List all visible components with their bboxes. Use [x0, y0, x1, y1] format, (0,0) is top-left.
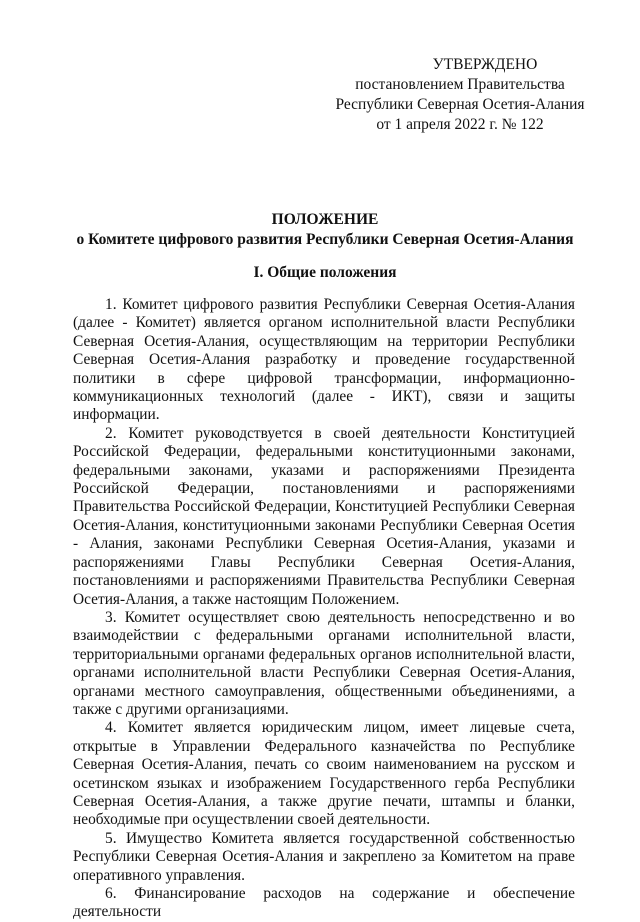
approval-label: УТВЕРЖДЕНО — [432, 56, 538, 73]
approval-line-date: от 1 апреля 2022 г. № 122 — [376, 116, 544, 133]
paragraph: 2. Комитет руководствуется в своей деятельности Конституцией Российской Федерации, федеральными конституционными законами, федеральными законами, указами и распоряжениями Президента Российской Федерации, постановлениями и распоряжениями Правительства Российской Федерации, Конституцией Республики Северная Осетия-Алания, конституционными законами Республики Северная Осетия - Алания, законами Республики Северная Осетия-Алания, указами и распоряжениями Главы Республики Северная Осетия-Алания, постановлениями и распоряжениями Правительства Республики Северная Осетия-Алания, а также настоящим Положением. — [73, 424, 575, 608]
paragraph: 5. Имущество Комитета является государственной собственностью Республики Северная Осетия-Алания и закреплено за Комитетом на праве оперативного управления. — [73, 829, 575, 884]
approval-line-republic: Республики Северная Осетия-Алания — [335, 96, 585, 113]
document-title — [72, 210, 578, 250]
paragraph: 4. Комитет является юридическим лицом, имеет лицевые счета, открытые в Управлении Федерального казначейства по Республике Северная Осетия-Алания, печать со своим наименованием на русском и осетинском языках и изображением Государственного герба Республики Северная Осетия-Алания, а также другие печати, штампы и бланки, необходимые при осуществлении своей деятельности. — [73, 719, 575, 829]
section-title: I. Общие положения — [253, 264, 397, 281]
document-body — [73, 296, 575, 922]
title-subheading: о Комитете цифрового развития Республики Северная Осетия-Алания — [76, 231, 574, 248]
approval-stamp — [300, 55, 620, 135]
approval-line-resolution: постановлением Правительства — [355, 76, 565, 93]
paragraph: 6. Финансирование расходов на содержание и обеспечение деятельности — [73, 885, 575, 921]
paragraph: 3. Комитет осуществляет свою деятельность непосредственно и во взаимодействии с федеральными органами исполнительной власти, территориальными органами федеральных органов исполнительной власти, органами исполнительной власти Республики Северная Осетия-Алания, органами местного самоуправления, общественными объединениями, а также с другими организациями. — [73, 608, 575, 718]
title-heading: ПОЛОЖЕНИЕ — [271, 211, 379, 228]
paragraph: 1. Комитет цифрового развития Республики Северная Осетия-Алания (далее - Комитет) является органом исполнительной власти Республики Северная Осетия-Алания, осуществляющим на территории Республики Северная Осетия-Алания разработку и проведение государственной политики в сфере цифровой трансформации, информационно-коммуникационных технологий (далее - ИКТ), связи и защиты информации. — [73, 296, 575, 424]
